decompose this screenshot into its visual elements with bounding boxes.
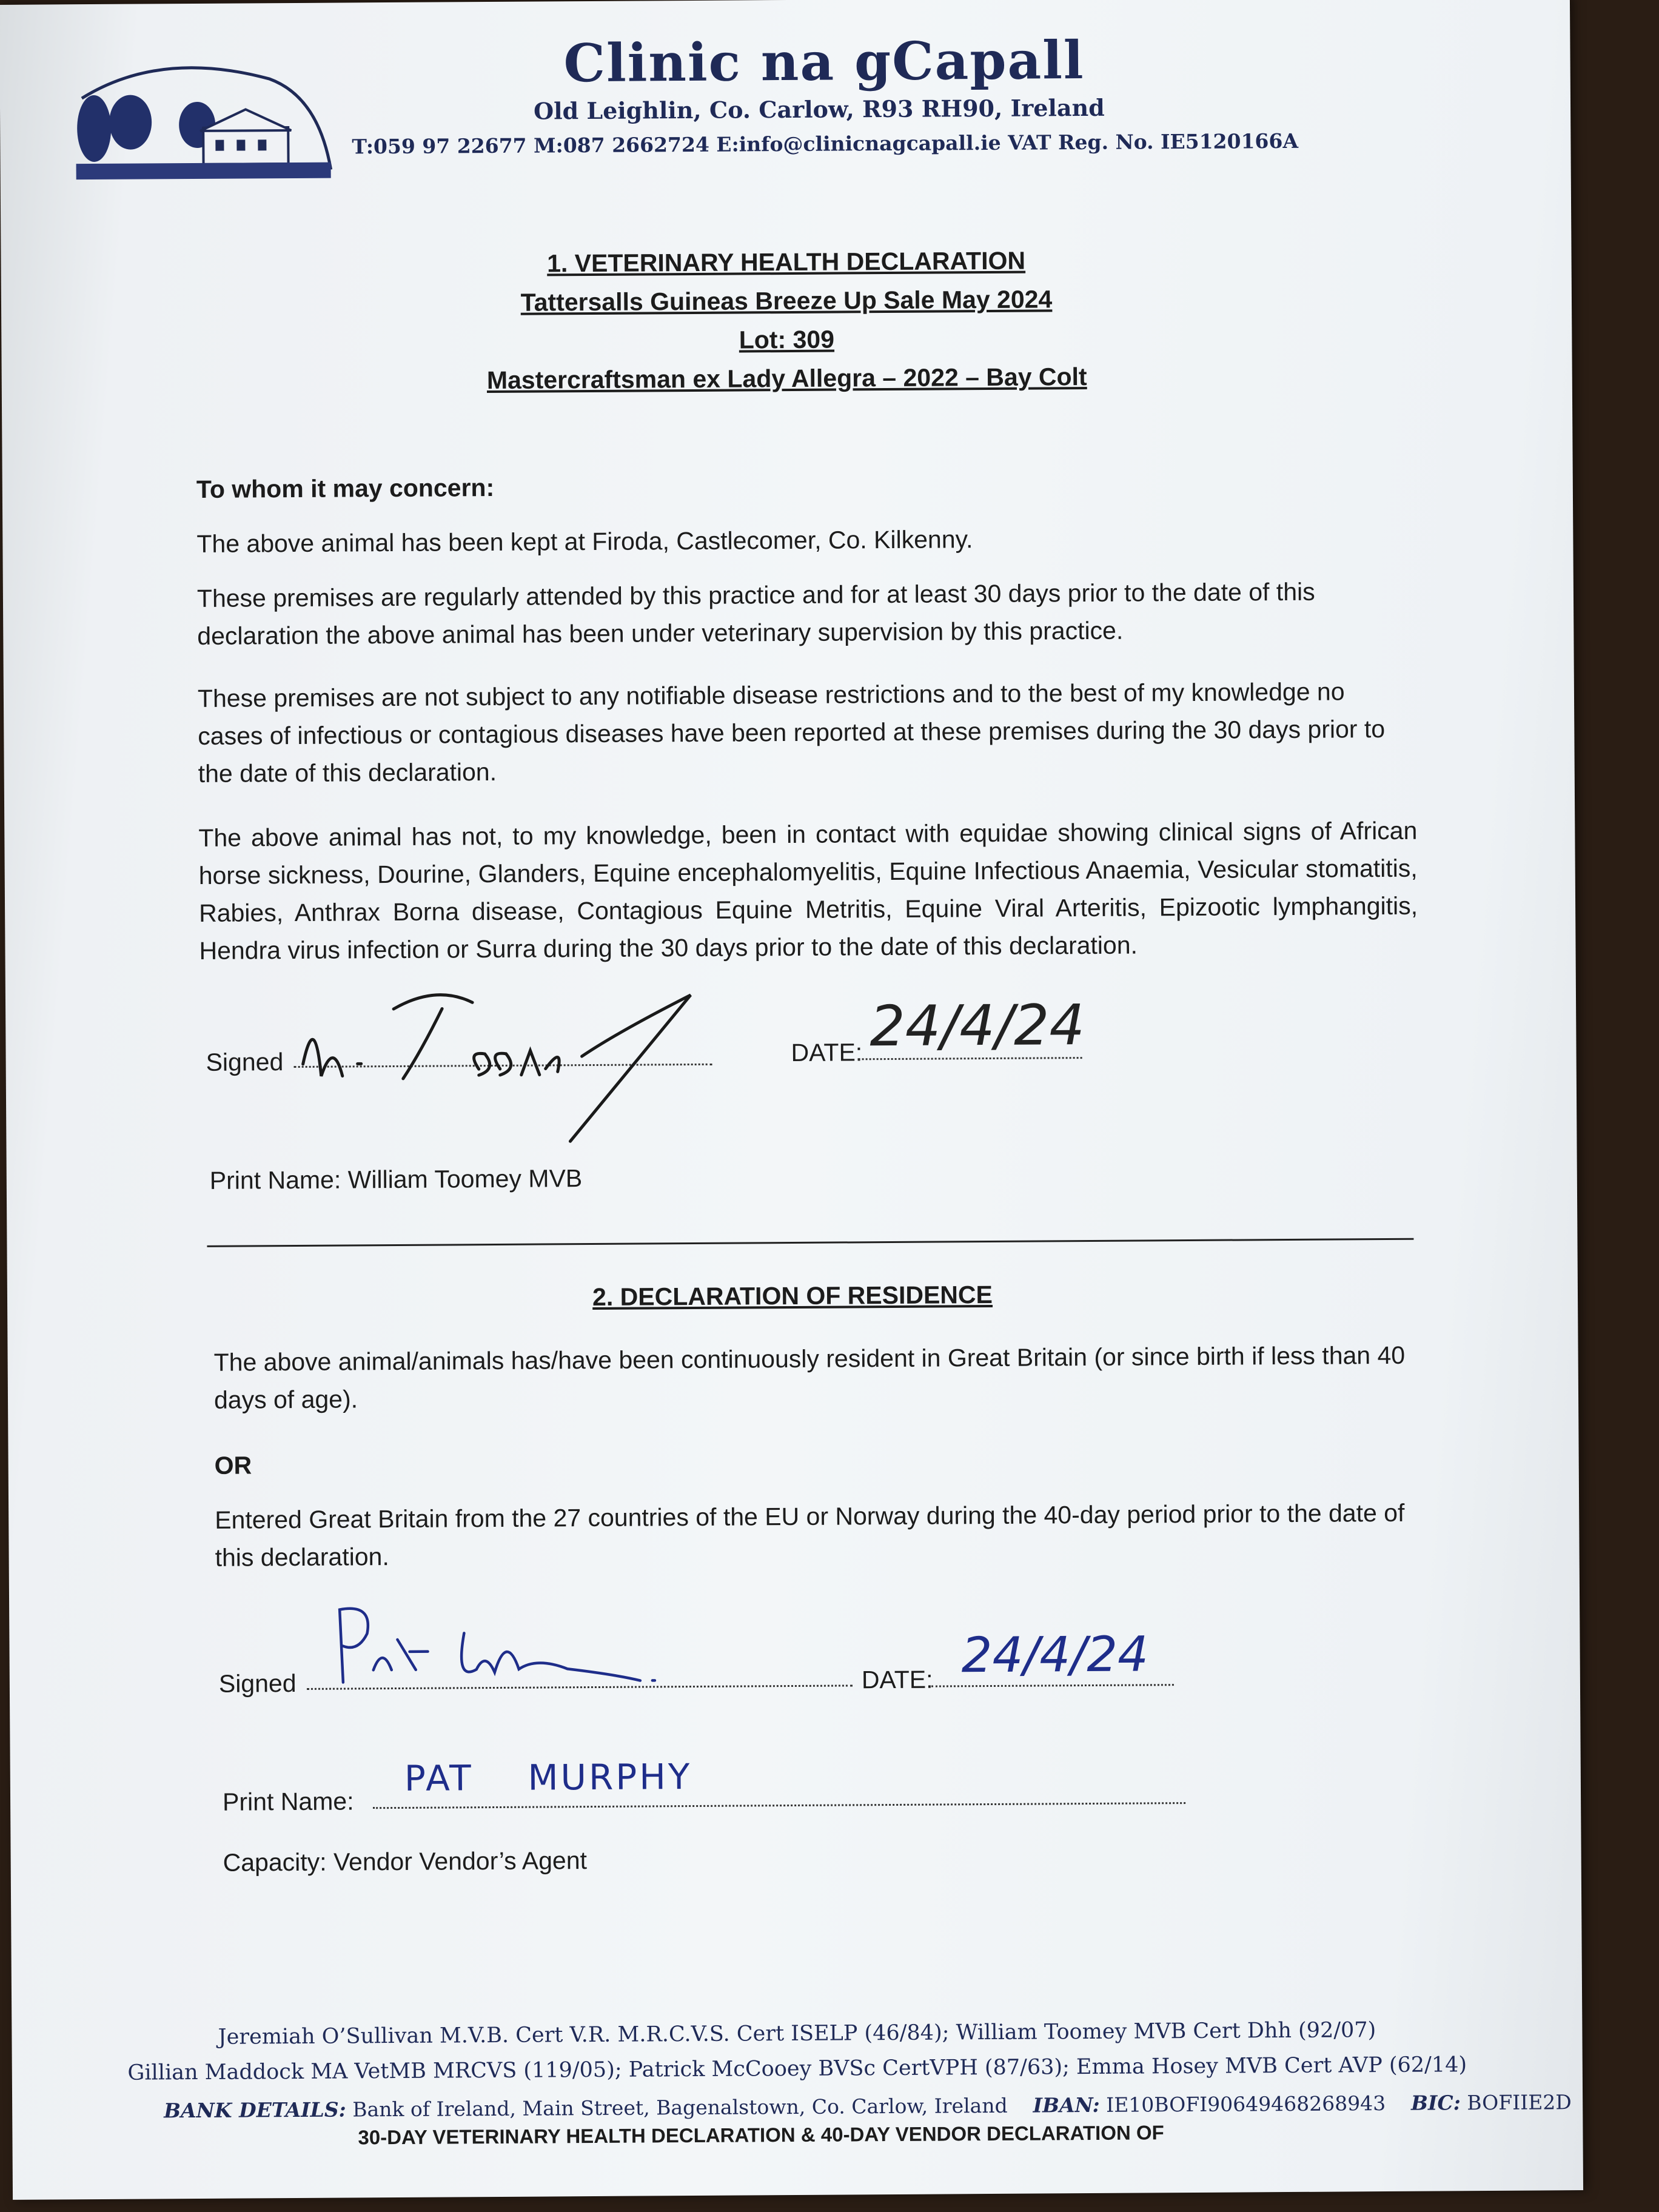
paragraph-resident-gb: The above animal/animals has/have been continuously resident in Great Britain (or since birth if less than 40 days of age). xyxy=(213,1341,1406,1414)
vendor-date-line xyxy=(931,1683,1174,1687)
section1-heading: 1. VETERINARY HEALTH DECLARATION xyxy=(546,246,1026,278)
lot-number: Lot: 309 xyxy=(739,325,835,354)
clinic-name: Clinic na gCapall xyxy=(563,30,1085,95)
footer-vets xyxy=(12,2011,1583,2091)
vet-date-label: DATE: xyxy=(791,1038,863,1067)
vendor-date-label: DATE: xyxy=(861,1665,933,1694)
clinic-address: Old Leighlin, Co. Carlow, R93 RH90, Ireland xyxy=(533,93,1105,125)
vendor-signed-label: Signed xyxy=(218,1669,297,1698)
bank-label: BANK DETAILS: xyxy=(164,2097,346,2123)
section1-titles xyxy=(1,238,1572,403)
bank-text: Bank of Ireland, Main Street, Bagenalstown, Co. Carlow, Ireland xyxy=(352,2093,1008,2122)
sale-title: Tattersalls Guineas Breeze Up Sale May 2024 xyxy=(520,285,1053,317)
or-label: OR xyxy=(214,1451,252,1480)
clinic-contacts: T:059 97 22677 M:087 2662724 E:info@clinicnagcapall.ie VAT Reg. No. IE5120166A xyxy=(352,129,1299,159)
paragraph-no-restrictions: These premises are not subject to any notifiable disease restrictions and to the best of my knowledge no cases of infectious or contagious diseases have been reported at these premises during the 30 days prior to the date of this declaration. xyxy=(197,677,1386,788)
iban-value: IE10BOFI90649468268943 xyxy=(1106,2091,1386,2117)
vendor-print-label: Print Name: xyxy=(222,1787,354,1816)
vet-date-handwritten: 24/4/24 xyxy=(869,993,1085,1059)
footer-bottom-note: 30-DAY VETERINARY HEALTH DECLARATION & 40-DAY VENDOR DECLARATION OF xyxy=(358,2121,1164,2149)
vendor-capacity: Capacity: Vendor Vendor’s Agent xyxy=(223,1846,588,1877)
vet-signature xyxy=(290,971,716,1155)
salutation: To whom it may concern: xyxy=(196,473,495,503)
vendor-date-handwritten: 24/4/24 xyxy=(961,1626,1149,1684)
footer-vets-line2: Gillian Maddock MA VetMB MRCVS (119/05); Patrick McCooey BVSc CertVPH (87/63); Emma Hosey MVB Cert AVP (62/14) xyxy=(127,2053,1467,2085)
vet-print-name: Print Name: William Toomey MVB xyxy=(209,1164,583,1195)
paragraph-premises-attended: These premises are regularly attended by this practice and for at least 30 days prior to the date of this declaration the above animal has been under veterinary supervision by this practice. xyxy=(196,577,1315,650)
section2-titles xyxy=(7,1272,1578,1320)
horse-description: Mastercraftsman ex Lady Allegra – 2022 – Bay Colt xyxy=(486,362,1087,395)
vet-signed-label: Signed xyxy=(206,1048,284,1076)
vendor-print-handwritten: PAT MURPHY xyxy=(404,1756,692,1799)
paragraph-no-contact: The above animal has not, to my knowledge, been in contact with equidae showing clinical signs of African horse sickness, Dourine, Glanders, Equine encephalomyelitis, Equine Infectious Anaemia, Vesicular stomatitis, Rabies, Anthrax Borna disease, Contagious Equine Metritis, Equine Viral Arteritis, Epizootic lymphangitis, Hendra virus infection or Surra during the 30 days prior to the date of this declaration. xyxy=(198,816,1418,965)
bic-label: BIC: xyxy=(1410,2091,1461,2115)
vendor-print-line xyxy=(373,1801,1185,1809)
clinic-logo xyxy=(69,55,337,190)
paragraph-kept-at: The above animal has been kept at Firoda, Castlecomer, Co. Kilkenny. xyxy=(196,525,973,558)
section-divider xyxy=(207,1238,1413,1247)
section2-heading: 2. DECLARATION OF RESIDENCE xyxy=(592,1280,993,1312)
footer-vets-line1: Jeremiah O’Sullivan M.V.B. Cert V.R. M.R.C.V.S. Cert ISELP (46/84); William Toomey MVB Cert Dhh (92/07) xyxy=(218,2018,1376,2049)
vendor-signature xyxy=(324,1595,689,1695)
footer-bank-details xyxy=(164,2090,1572,2122)
bic-value: BOFIIE2D xyxy=(1467,2090,1572,2115)
paragraph-entered-gb: Entered Great Britain from the 27 countries of the EU or Norway during the 40-day period prior to the date of this declaration. xyxy=(215,1498,1405,1572)
iban-label: IBAN: xyxy=(1033,2093,1100,2117)
